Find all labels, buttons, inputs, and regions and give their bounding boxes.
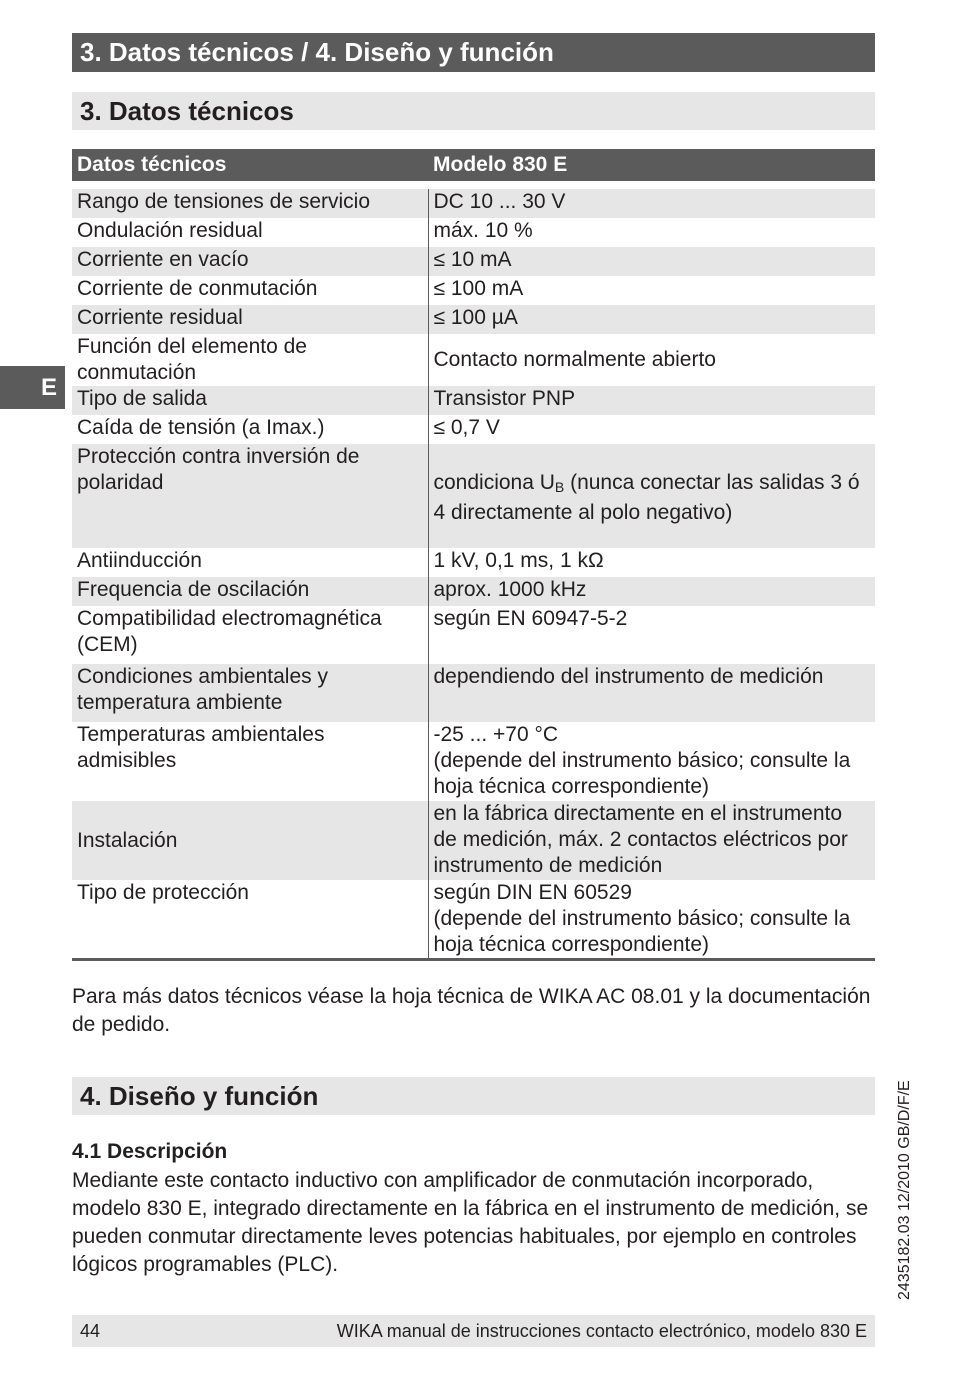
section-4-heading: 4. Diseño y función (72, 1077, 875, 1115)
param-cell: Ondulación residual (72, 218, 428, 247)
value-cell: condiciona $U_B$ (nunca conectar las salidas 3 ó 4 directamente al polo negativo) (428, 444, 875, 548)
value-cell: ≤ 10 mA (428, 247, 875, 276)
table-row (72, 189, 875, 218)
value-cell: según EN 60947-5-2 (433, 607, 628, 630)
table-row (72, 247, 875, 276)
param-cell: Protección contra inversión de polaridad (72, 444, 428, 548)
table-header (72, 149, 875, 181)
value-cell: ≤ 0,7 V (433, 416, 500, 439)
value-cell: ≤ 100 mA (433, 277, 524, 300)
value-cell: aprox. 1000 kHz (428, 577, 875, 606)
param-cell: Antiinducción (72, 548, 428, 577)
param-cell: Función del elemento de conmutación (72, 334, 428, 386)
table-row (72, 305, 875, 334)
value-cell: DC 10 ... 30 V (428, 189, 875, 218)
value-cell: 1 kV, 0,1 ms, 1 kΩ (433, 549, 604, 572)
table-row (72, 334, 875, 386)
table-header-parameter: Datos técnicos (77, 153, 227, 176)
table-row (72, 218, 875, 247)
page-number: 44 (80, 1321, 101, 1341)
value-cell: Transistor PNP (428, 386, 875, 415)
table-row (72, 606, 875, 664)
page-footer (72, 1315, 875, 1347)
param-cell: Frequencia de oscilación (72, 577, 428, 606)
table-row (72, 415, 875, 444)
language-tab: E (0, 366, 65, 409)
table-row (72, 444, 875, 548)
table-header-model: Modelo 830 E (433, 153, 568, 176)
value-line-1: -25 ... +70 °C (433, 723, 559, 746)
value-line-1: según DIN EN 60529 (433, 881, 632, 904)
section-3-heading: 3. Datos técnicos (72, 92, 875, 130)
param-cell: Rango de tensiones de servicio (72, 189, 428, 218)
value-cell (428, 880, 875, 960)
table-row (72, 386, 875, 415)
table-row (72, 880, 875, 960)
param-cell: Corriente de conmutación (72, 276, 428, 305)
page-banner: 3. Datos técnicos / 4. Diseño y función (72, 33, 875, 72)
param-cell: Tipo de salida (72, 386, 428, 415)
table-row (72, 276, 875, 305)
param-cell: Caída de tensión (a Imax.) (72, 415, 428, 444)
value-cell: ≤ 100 µA (428, 305, 875, 334)
param-cell: Instalación (72, 801, 428, 880)
param-cell: Temperaturas ambientales admisibles (72, 722, 428, 801)
subsection-heading: 4.1 Descripción (72, 1140, 228, 1163)
further-info-note: Para más datos técnicos véase la hoja técnica de WIKA AC 08.01 y la documentación de pedido. (72, 985, 871, 1036)
subscript-b: B (554, 479, 565, 495)
param-cell: Corriente residual (72, 305, 428, 334)
table-row (72, 801, 875, 880)
value-cell: Contacto normalmente abierto (433, 348, 716, 371)
value-cell: en la fábrica directamente en el instrumento de medición, máx. 2 contactos eléctricos por instrumento de medición (428, 801, 875, 880)
value-cell: dependiendo del instrumento de medición (428, 664, 875, 722)
value-line-2: (depende del instrumento básico; consulte la hoja técnica correspondiente) (433, 907, 851, 956)
footer-text: WIKA manual de instrucciones contacto electrónico, modelo 830 E (336, 1321, 867, 1341)
param-cell: Compatibilidad electromagnética (CEM) (72, 606, 428, 664)
table-row (72, 722, 875, 801)
value-line-2: (depende del instrumento básico; consulte la hoja técnica correspondiente) (433, 749, 851, 798)
table-row (72, 548, 875, 577)
param-cell: Tipo de protección (72, 880, 428, 960)
value-cell: máx. 10 % (433, 219, 533, 242)
param-cell: Condiciones ambientales y temperatura ambiente (72, 664, 428, 722)
technical-data-table (72, 189, 875, 961)
value-cell (428, 722, 875, 801)
description-paragraph: Mediante este contacto inductivo con amplificador de conmutación incorporado, modelo 830 E, integrado directamente en la fábrica en el instrumento de medición, se pueden conmutar directamente leves potencias habituales, por ejemplo en controles lógicos programables (PLC). (72, 1169, 869, 1276)
table-row (72, 577, 875, 606)
param-cell: Corriente en vacío (72, 247, 428, 276)
document-code: 2435182.03 12/2010 GB/D/F/E (896, 1080, 913, 1300)
table-row (72, 664, 875, 722)
